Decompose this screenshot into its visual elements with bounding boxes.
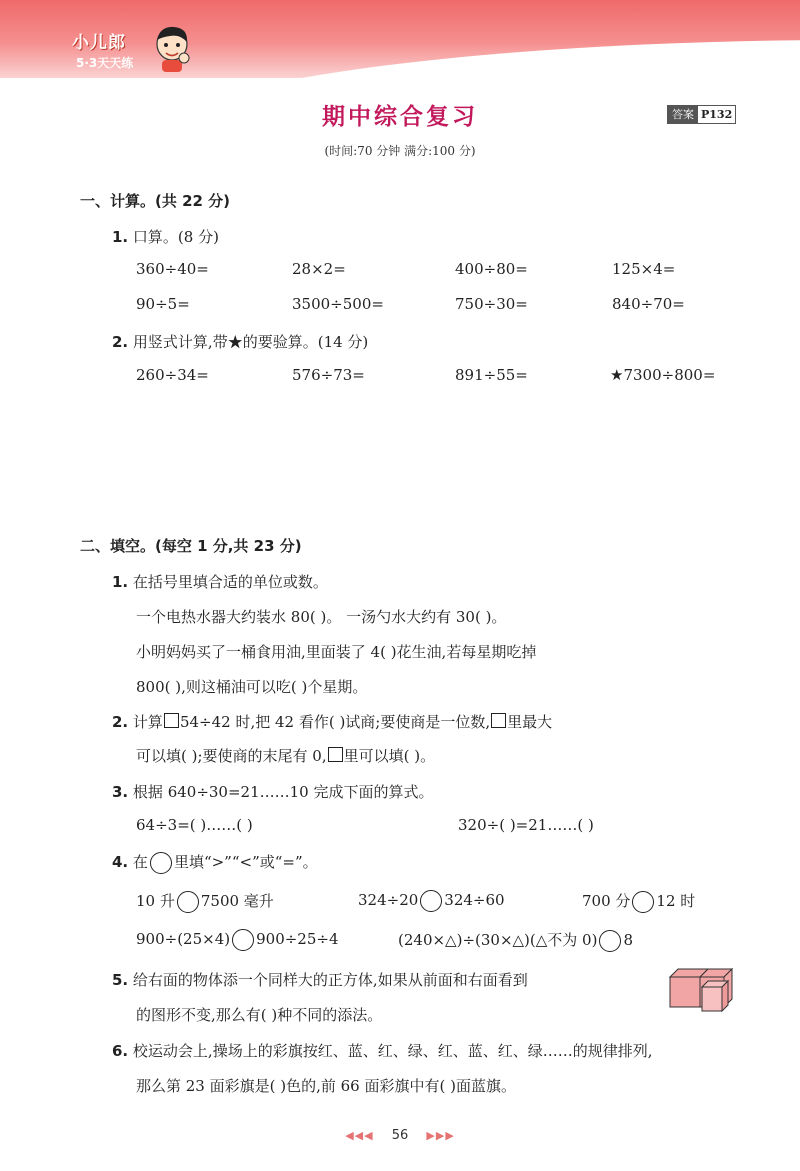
question-text: 在括号里填合适的单位或数。 [132,573,328,591]
blank-circle-icon [599,930,621,952]
question-text: 计算 [132,713,163,731]
s2-q4-compare [136,890,274,913]
answer-page: P132 [701,108,733,121]
s1-q2-item: 576÷73= [292,366,365,384]
question-text: 给右面的物体添一个同样大的正方体,如果从前面和右面看到 [132,971,528,989]
blank-circle-icon [420,890,442,912]
s1-q1-item: 28×2= [292,260,346,278]
question-number: 5. [112,971,129,989]
s2-q3-right: 320÷( )=21……( ) [458,816,594,834]
exam-info: (时间:70 分钟 满分:100 分) [324,144,476,158]
s2-q4-compare [582,890,695,913]
s1-q1-item: 3500÷500= [292,295,384,313]
mascot-icon [150,22,194,72]
s2-q3 [112,781,434,802]
question-text: 里填“>”“<”或“=”。 [173,853,318,871]
question-number: 2. [112,333,129,351]
s2-q1 [112,571,328,592]
answer-label: 答案 [668,106,698,123]
question-text: 的要验算。(14 分) [242,333,369,351]
question-text: 里最大 [507,713,553,731]
left-arrows-icon: ◀◀◀ [345,1129,374,1142]
s1-q1-item: 750÷30= [455,295,528,313]
s1-q2 [112,331,368,352]
star-icon: ★ [227,333,243,351]
page-number: 56 [391,1128,409,1143]
header-banner [0,0,800,78]
compare-right: 12 时 [656,892,696,910]
blank-square-icon [164,713,179,728]
s1-q1-item: 840÷70= [612,295,685,313]
s1-q2-item: 260÷34= [136,366,209,384]
question-text: 里可以填( )。 [343,747,436,765]
question-text: 口算。(8 分) [132,228,219,246]
question-number: 1. [112,228,129,246]
s2-q3-left: 64÷3=( )……( ) [136,816,253,834]
s2-q4-compare [358,890,505,912]
s1-q1-item: 360÷40= [136,260,209,278]
s2-q5 [112,969,528,990]
s1-q1-item: 125×4= [612,260,676,278]
s2-q4-compare [398,929,633,952]
s2-q6-line2: 那么第 23 面彩旗是( )色的,前 66 面彩旗中有( )面蓝旗。 [136,1077,516,1095]
page-title: 期中综合复习 [322,104,478,130]
blank-circle-icon [632,891,654,913]
question-number: 6. [112,1042,129,1060]
s1-q2-item: ★7300÷800= [610,366,716,384]
s2-q1-line: 800( ),则这桶油可以吃( )个星期。 [136,678,368,696]
s1-q1-item: 90÷5= [136,295,190,313]
section2-heading: 二、填空。(每空 1 分,共 23 分) [80,537,302,555]
blank-square-icon [491,713,506,728]
blank-square-icon [328,747,343,762]
brand-logo: 小儿郎 [72,33,126,53]
s1-q1-item: 400÷80= [455,260,528,278]
question-number: 2. [112,713,129,731]
compare-right: 8 [623,931,634,949]
question-text: 根据 640÷30=21……10 完成下面的算式。 [132,783,434,801]
blank-circle-icon [232,929,254,951]
cube-figure-icon [668,965,748,1015]
page-footer [0,1128,800,1143]
answer-page-tag [667,105,736,124]
compare-left: 10 升 [136,892,175,910]
s1-q1 [112,226,219,247]
question-number: 3. [112,783,129,801]
blank-circle-icon [150,852,172,874]
compare-left: (240×△)÷(30×△)(△不为 0) [398,931,598,949]
brand-subtitle: 5·3天天练 [76,56,134,70]
compare-right: 7500 毫升 [200,892,274,910]
compare-right: 900÷25÷4 [256,930,339,948]
s2-q6 [112,1040,652,1061]
compare-left: 324÷20 [358,891,419,909]
question-text: 用竖式计算,带 [132,333,228,351]
s2-q4 [112,851,318,874]
s2-q2-line2 [136,745,435,766]
right-arrows-icon: ▶▶▶ [426,1129,455,1142]
compare-left: 900÷(25×4) [136,930,231,948]
s2-q1-line: 小明妈妈买了一桶食用油,里面装了 4( )花生油,若每星期吃掉 [136,643,537,661]
question-text: 54÷42 时,把 42 看作( )试商;要使商是一位数, [179,713,491,731]
s2-q2 [112,711,552,732]
compare-left: 700 分 [582,892,631,910]
s2-q5-line2: 的图形不变,那么有( )种不同的添法。 [136,1006,383,1024]
compare-right: 324÷60 [444,891,505,909]
s2-q4-compare [136,929,339,951]
question-number: 1. [112,573,129,591]
section1-heading: 一、计算。(共 22 分) [80,192,231,210]
question-text: 校运动会上,操场上的彩旗按红、蓝、红、绿、红、蓝、红、绿……的规律排列, [132,1042,653,1060]
s2-q1-line: 一个电热水器大约装水 80( )。 一汤勺水大约有 30( )。 [136,608,507,626]
s1-q2-item: 891÷55= [455,366,528,384]
blank-circle-icon [177,891,199,913]
question-text: 在 [132,853,148,871]
question-number: 4. [112,853,129,871]
question-text: 可以填( );要使商的末尾有 0, [136,747,327,765]
